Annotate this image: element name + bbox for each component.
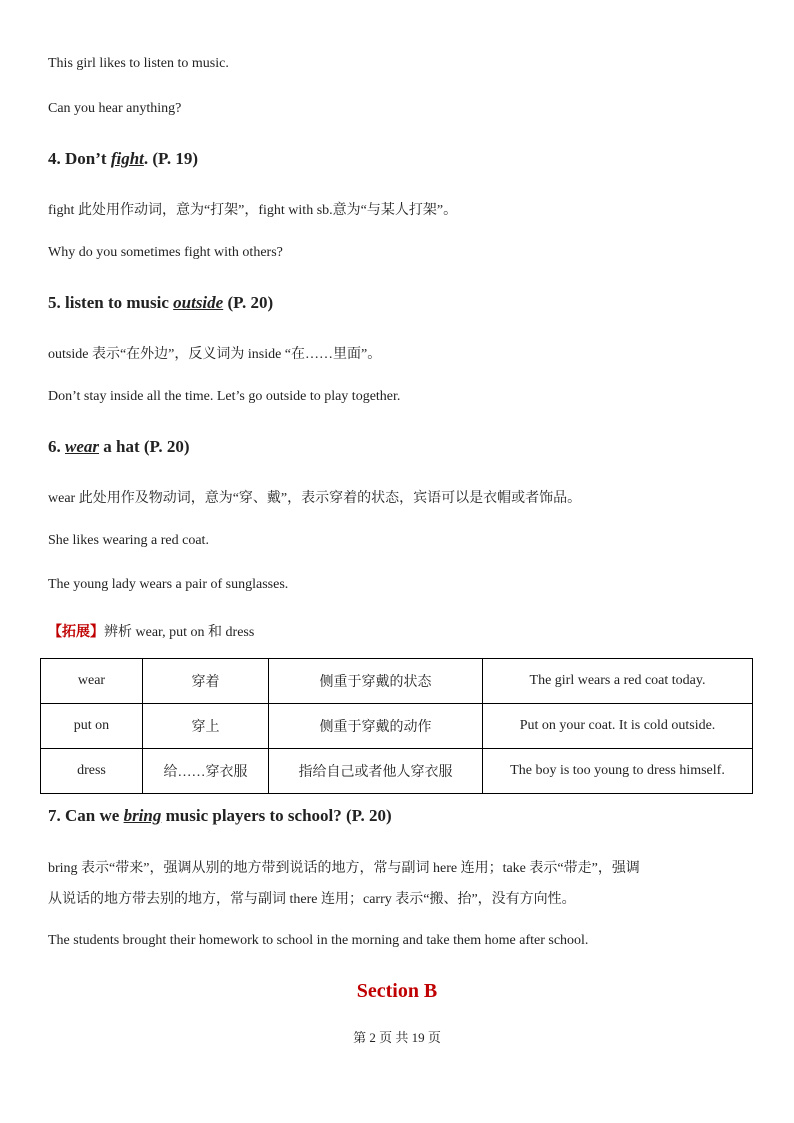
example-sentence: The students brought their homework to school in the morning and take them home after school. bbox=[48, 933, 589, 948]
table-cell: 给……穿衣服 bbox=[143, 749, 269, 794]
table-cell: put on bbox=[41, 704, 143, 749]
explanation: bring 表示“带来”，强调从别的地方带到说话的地方，常与副词 here 连用；take 表示“带走”，强调 bbox=[48, 861, 640, 876]
table-cell: 穿着 bbox=[143, 659, 269, 704]
table-row bbox=[41, 704, 753, 749]
table-cell: 指给自己或者他人穿衣服 bbox=[269, 749, 483, 794]
example-sentence: The young lady wears a pair of sunglasses. bbox=[48, 577, 289, 592]
heading-6: 6. wear a hat (P. 20) bbox=[48, 437, 190, 456]
example-sentence: Don’t stay inside all the time. Let’s go outside to play together. bbox=[48, 389, 401, 404]
page-footer: 第 2 页 共 19 页 bbox=[353, 1030, 441, 1045]
extension-note: 【拓展】辨析 wear, put on 和 dress bbox=[48, 625, 255, 640]
section-title: Section B bbox=[356, 980, 438, 1002]
explanation: fight 此处用作动词，意为“打架”，fight with sb.意为“与某人打架”。 bbox=[48, 203, 458, 218]
comparison-table bbox=[40, 658, 753, 794]
table-row bbox=[41, 749, 753, 794]
example-sentence: This girl likes to listen to music. bbox=[48, 56, 229, 71]
heading-5: 5. listen to music outside (P. 20) bbox=[48, 293, 274, 312]
table-cell: 穿上 bbox=[143, 704, 269, 749]
table-cell: 侧重于穿戴的状态 bbox=[269, 659, 483, 704]
table-cell: 侧重于穿戴的动作 bbox=[269, 704, 483, 749]
table-cell: dress bbox=[41, 749, 143, 794]
table-cell: The girl wears a red coat today. bbox=[483, 659, 753, 704]
example-sentence: Why do you sometimes fight with others? bbox=[48, 245, 283, 260]
table-row bbox=[41, 659, 753, 704]
table-cell: Put on your coat. It is cold outside. bbox=[483, 704, 753, 749]
example-sentence: She likes wearing a red coat. bbox=[48, 533, 209, 548]
explanation: wear 此处用作及物动词，意为“穿、戴”，表示穿着的状态，宾语可以是衣帽或者饰品。 bbox=[48, 491, 582, 506]
table-cell: The boy is too young to dress himself. bbox=[483, 749, 753, 794]
table-cell: wear bbox=[41, 659, 143, 704]
heading-4: 4. Don’t fight. (P. 19) bbox=[48, 149, 199, 168]
heading-7: 7. Can we bring music players to school? (P. 20) bbox=[48, 806, 392, 825]
explanation: 从说话的地方带去别的地方，常与副词 there 连用；carry 表示“搬、抬”，没有方向性。 bbox=[48, 892, 576, 907]
example-sentence: Can you hear anything? bbox=[48, 101, 182, 116]
explanation: outside 表示“在外边”，反义词为 inside “在……里面”。 bbox=[48, 347, 382, 362]
